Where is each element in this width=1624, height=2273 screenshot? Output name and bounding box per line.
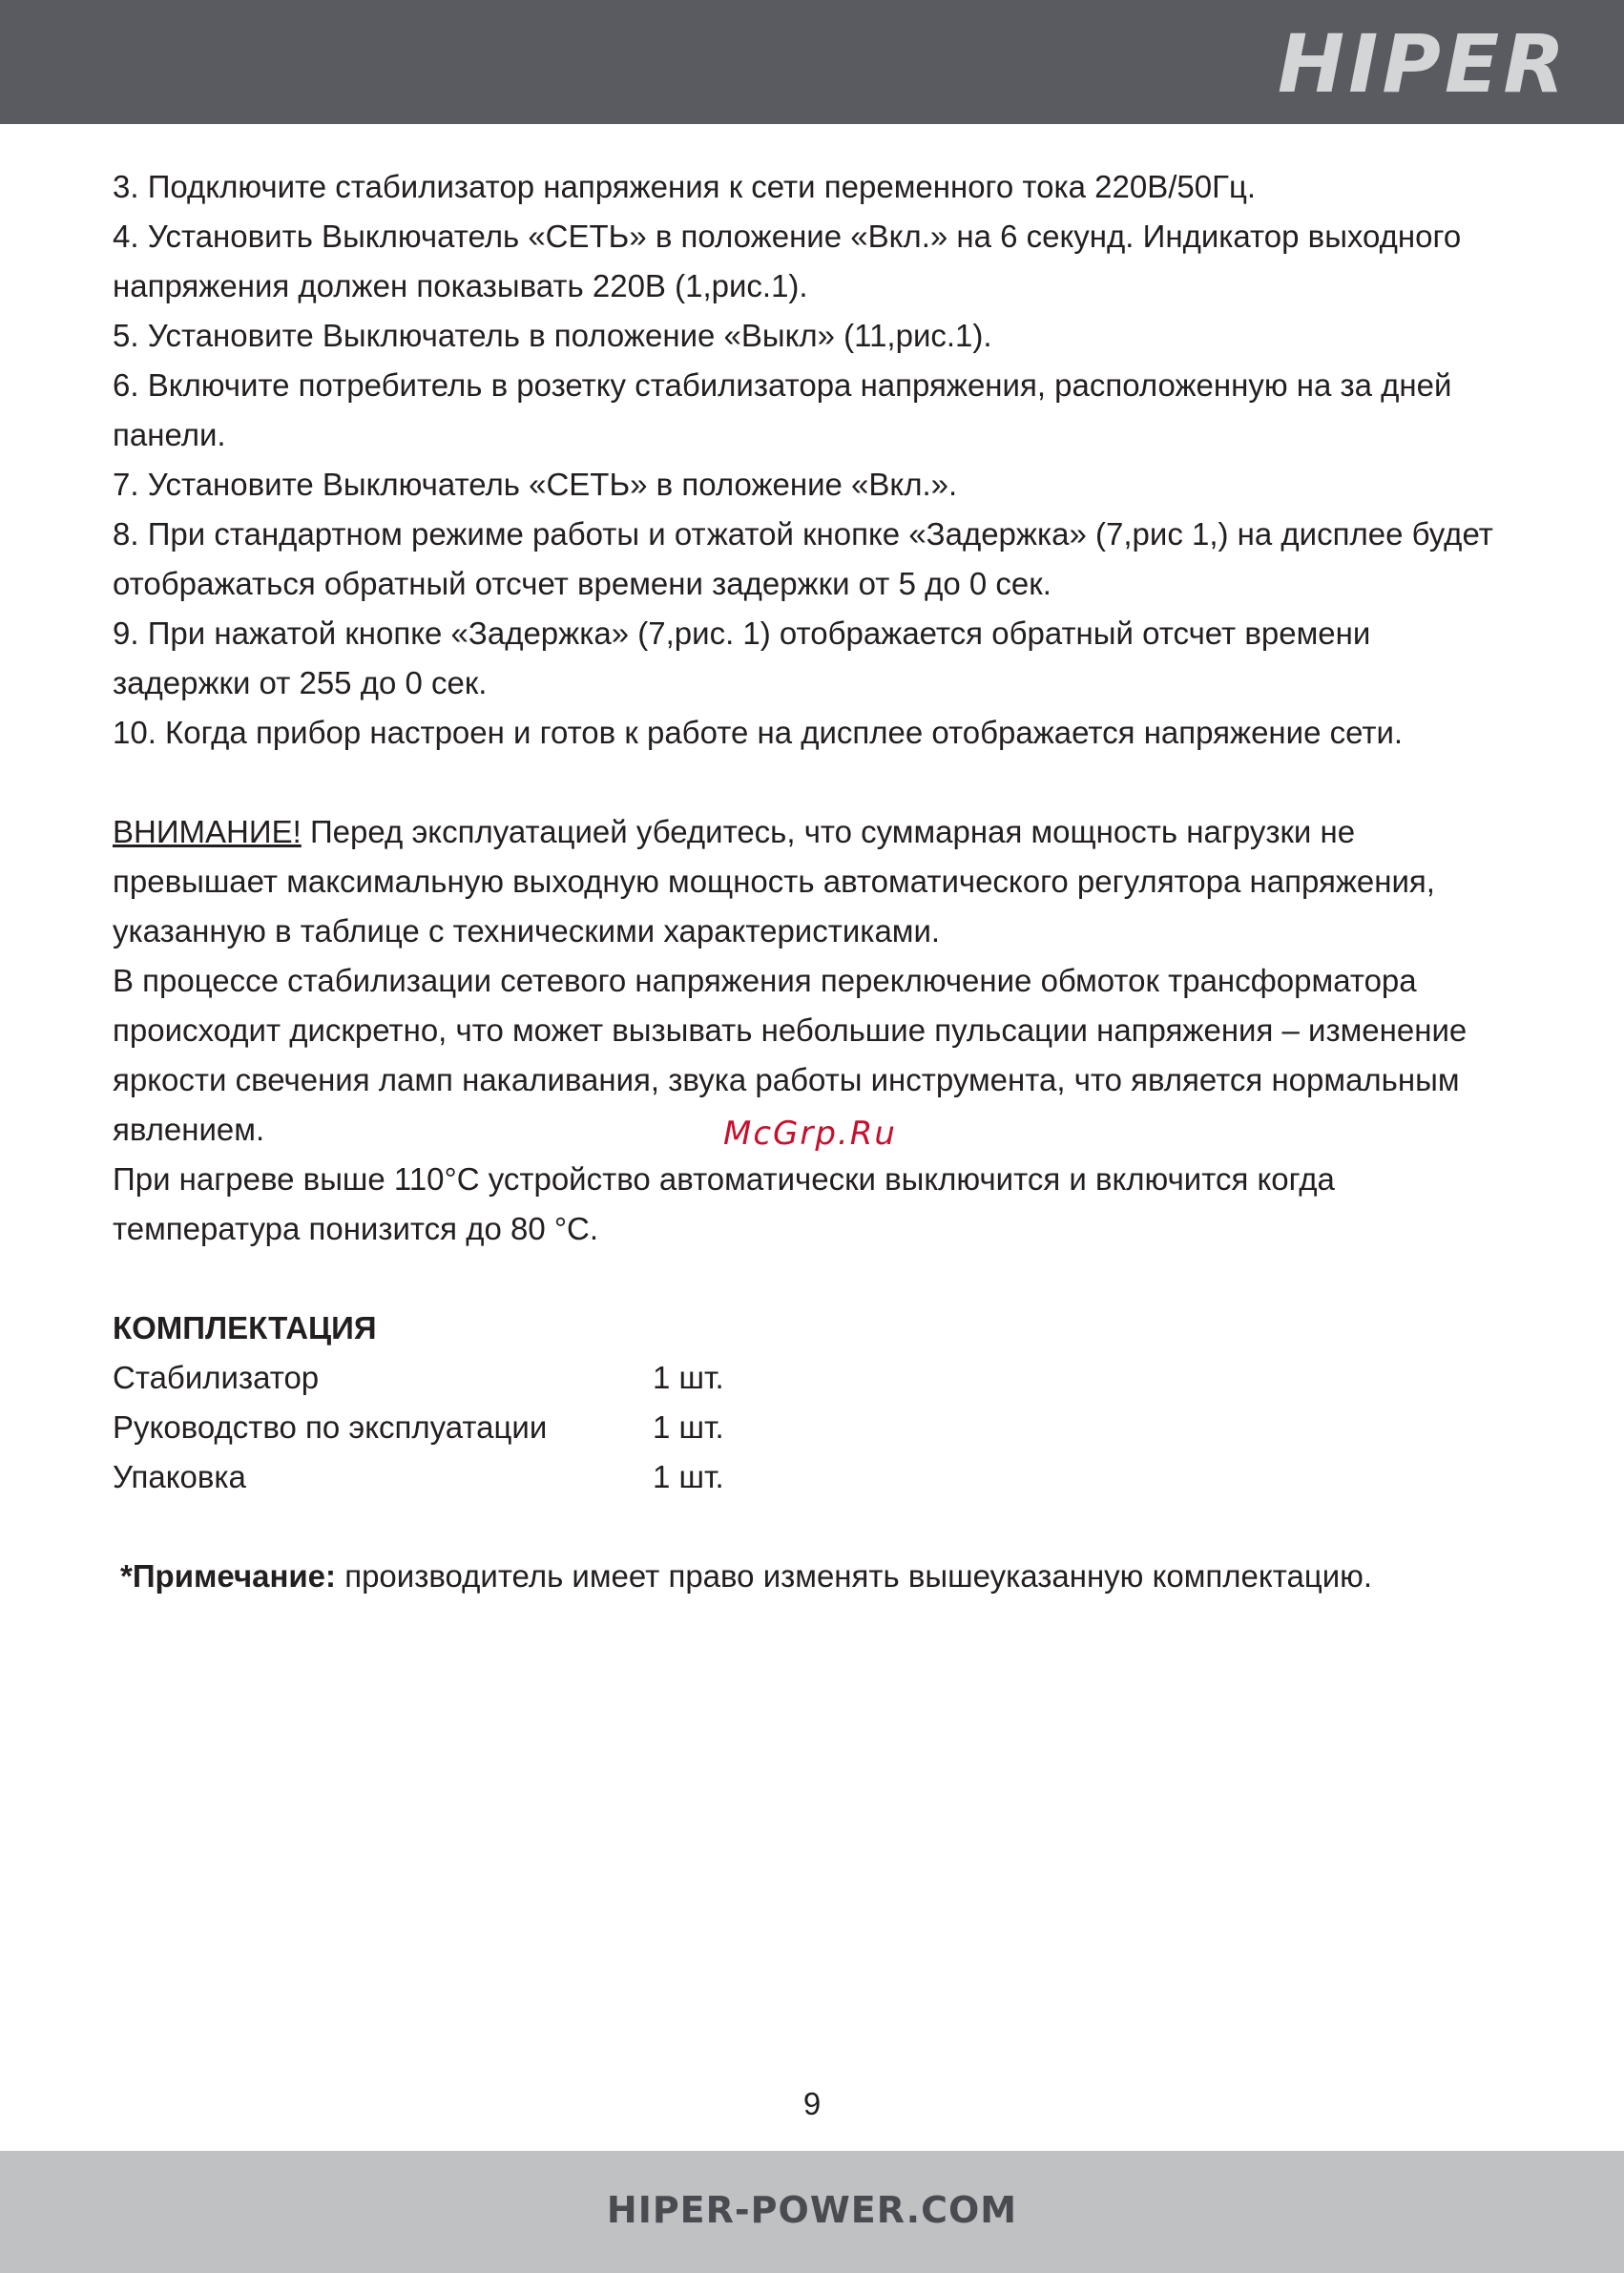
stabilization-paragraph: В процессе стабилизации сетевого напряжения переключение обмоток трансформатора происходит дискретно, что может вызывать небольшие пульсации напряжения – изменение яркости свечения ламп накаливания, звука работы инструмента, что является нормальным явлением.: [113, 963, 1468, 1147]
kit-title: КОМПЛЕКТАЦИЯ: [113, 1310, 377, 1345]
watermark: McGrp.Ru: [723, 1115, 897, 1153]
kit-item-name: Упаковка: [113, 1459, 246, 1494]
warning-label: ВНИМАНИЕ!: [113, 814, 302, 849]
note-text: производитель имеет право изменять вышеуказанную комплектацию.: [336, 1558, 1373, 1594]
header-bar: [0, 0, 1624, 124]
step-5: 5. Установите Выключатель в положение «Выкл» (11,рис.1).: [113, 318, 992, 353]
kit-item: [113, 1353, 1515, 1403]
kit-item: [113, 1403, 1515, 1452]
note: [113, 1552, 1515, 1601]
page-number: 9: [802, 2086, 822, 2121]
kit-item: [113, 1452, 1515, 1502]
kit-item-name: Стабилизатор: [113, 1360, 320, 1395]
step-4: 4. Установить Выключатель «СЕТЬ» в положение «Вкл.» на 6 секунд. Индикатор выходного напряжения должен показывать 220В (1,рис.1).: [113, 219, 1462, 303]
kit-item-qty: 1 шт.: [653, 1459, 724, 1494]
step-10: 10. Когда прибор настроен и готов к работе на дисплее отображается напряжение сети.: [113, 715, 1404, 750]
footer-url: HIPER-POWER.COM: [606, 2189, 1018, 2231]
step-6: 6. Включите потребитель в розетку стабилизатора напряжения, расположенную на за дней панели.: [113, 367, 1452, 452]
hiper-logo: HIPER: [1277, 17, 1569, 111]
step-3: 3. Подключите стабилизатор напряжения к сети переменного тока 220В/50Гц.: [113, 169, 1257, 204]
overheat-paragraph: При нагреве выше 110°С устройство автоматически выключится и включится когда температура понизится до 80 °С.: [113, 1161, 1335, 1246]
step-8: 8. При стандартном режиме работы и отжатой кнопке «Задержка» (7,рис 1,) на дисплее будет отображаться обратный отсчет времени задержки от 5 до 0 сек.: [113, 516, 1493, 601]
step-9: 9. При нажатой кнопке «Задержка» (7,рис. 1) отображается обратный отсчет времени задержки от 255 до 0 сек.: [113, 615, 1371, 700]
footer-bar: [0, 2151, 1624, 2273]
page-content: [113, 162, 1515, 1601]
kit-item-qty: 1 шт.: [653, 1409, 724, 1445]
warning-text: Перед эксплуатацией убедитесь, что суммарная мощность нагрузки не превышает максимальную выходную мощность автоматического регулятора напряжения, указанную в таблице с техническими характеристиками.: [113, 814, 1435, 949]
step-7: 7. Установите Выключатель «СЕТЬ» в положение «Вкл.».: [113, 467, 958, 502]
note-label: *Примечание:: [120, 1558, 337, 1594]
warning-paragraph: [113, 807, 1515, 956]
kit-item-name: Руководство по эксплуатации: [113, 1409, 548, 1445]
kit-item-qty: 1 шт.: [653, 1360, 724, 1395]
